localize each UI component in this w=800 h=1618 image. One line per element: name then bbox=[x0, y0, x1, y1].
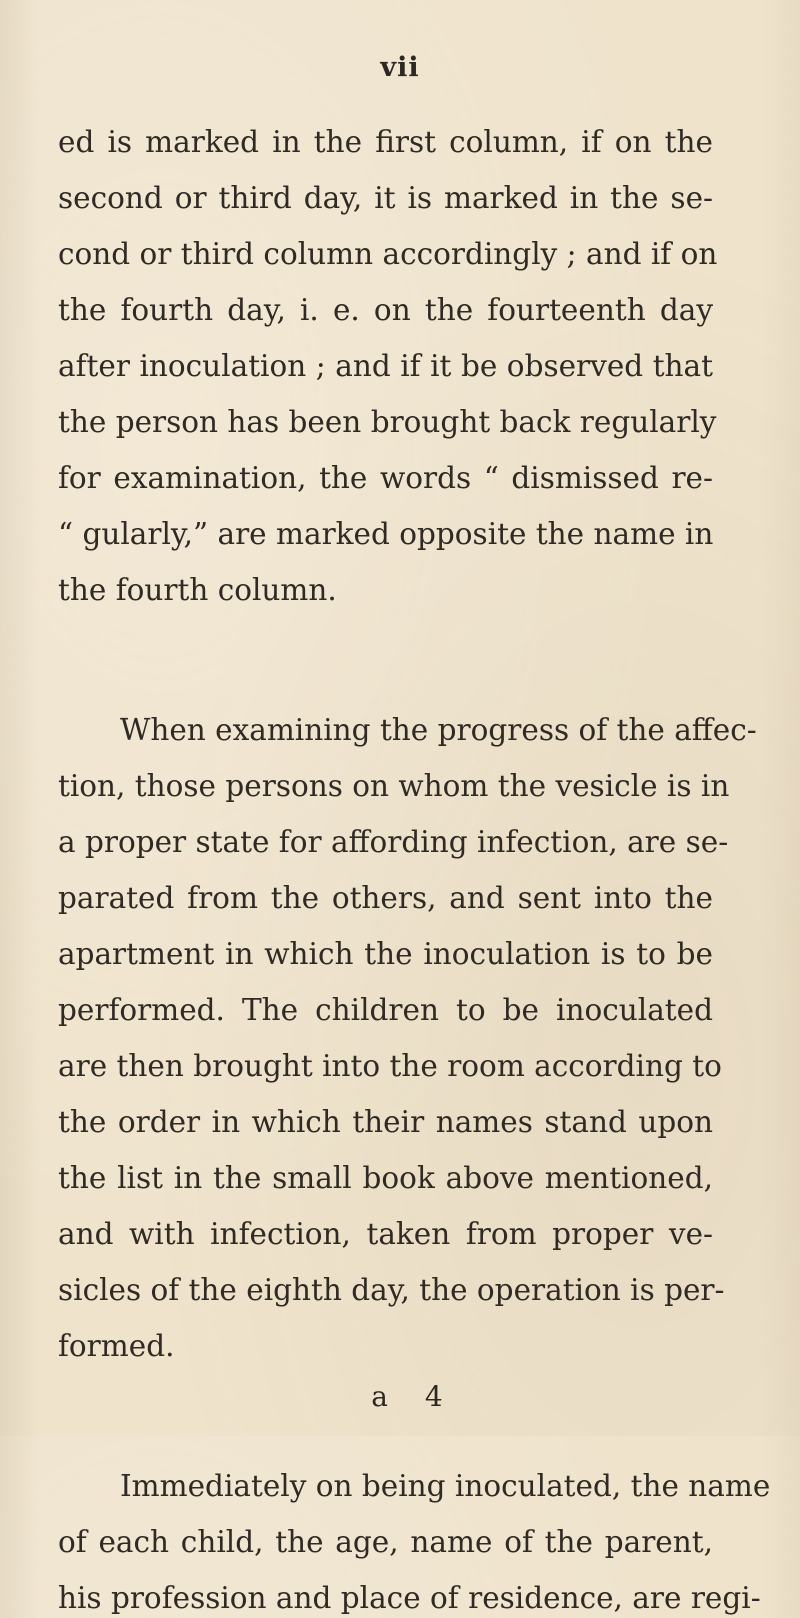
text-line: the fourth day, i. e. on the fourteenth day bbox=[58, 293, 713, 327]
text-line: his profession and place of residence, are regi- bbox=[58, 1581, 761, 1615]
text-line: are then brought into the room according to bbox=[58, 1049, 722, 1083]
text-line: formed. bbox=[58, 1329, 175, 1363]
text-line: the fourth column. bbox=[58, 573, 337, 607]
text-line: for examination, the words “ dismissed re- bbox=[58, 461, 713, 495]
text-line: apartment in which the inoculation is to be bbox=[58, 937, 713, 971]
text-line: “ gularly,” are marked opposite the name in bbox=[58, 517, 714, 551]
text-line: and with infection, taken from proper ve- bbox=[58, 1217, 713, 1251]
text-line: ed is marked in the first column, if on the bbox=[58, 125, 713, 159]
text-line: parated from the others, and sent into the bbox=[58, 881, 713, 915]
text-line: sicles of the eighth day, the operation is per- bbox=[58, 1273, 725, 1307]
text-line: after inoculation ; and if it be observed that bbox=[58, 349, 713, 383]
text-line: second or third day, it is marked in the se- bbox=[58, 181, 713, 215]
signature-mark: a 4 bbox=[371, 1380, 457, 1413]
text-line: the order in which their names stand upon bbox=[58, 1105, 713, 1139]
text-line: Immediately on being inoculated, the name bbox=[120, 1469, 771, 1503]
text-line: the person has been brought back regularly bbox=[58, 405, 717, 439]
text-line: the list in the small book above mentioned, bbox=[58, 1161, 713, 1195]
text-line: When examining the progress of the affec- bbox=[120, 713, 757, 747]
page-number: vii bbox=[380, 52, 420, 83]
text-line: performed. The children to be inoculated bbox=[58, 993, 713, 1027]
text-line: cond or third column accordingly ; and if on bbox=[58, 237, 718, 271]
text-line: a proper state for affording infection, are se- bbox=[58, 825, 729, 859]
text-line: tion, those persons on whom the vesicle is in bbox=[58, 769, 730, 803]
text-line: of each child, the age, name of the parent, bbox=[58, 1525, 713, 1559]
